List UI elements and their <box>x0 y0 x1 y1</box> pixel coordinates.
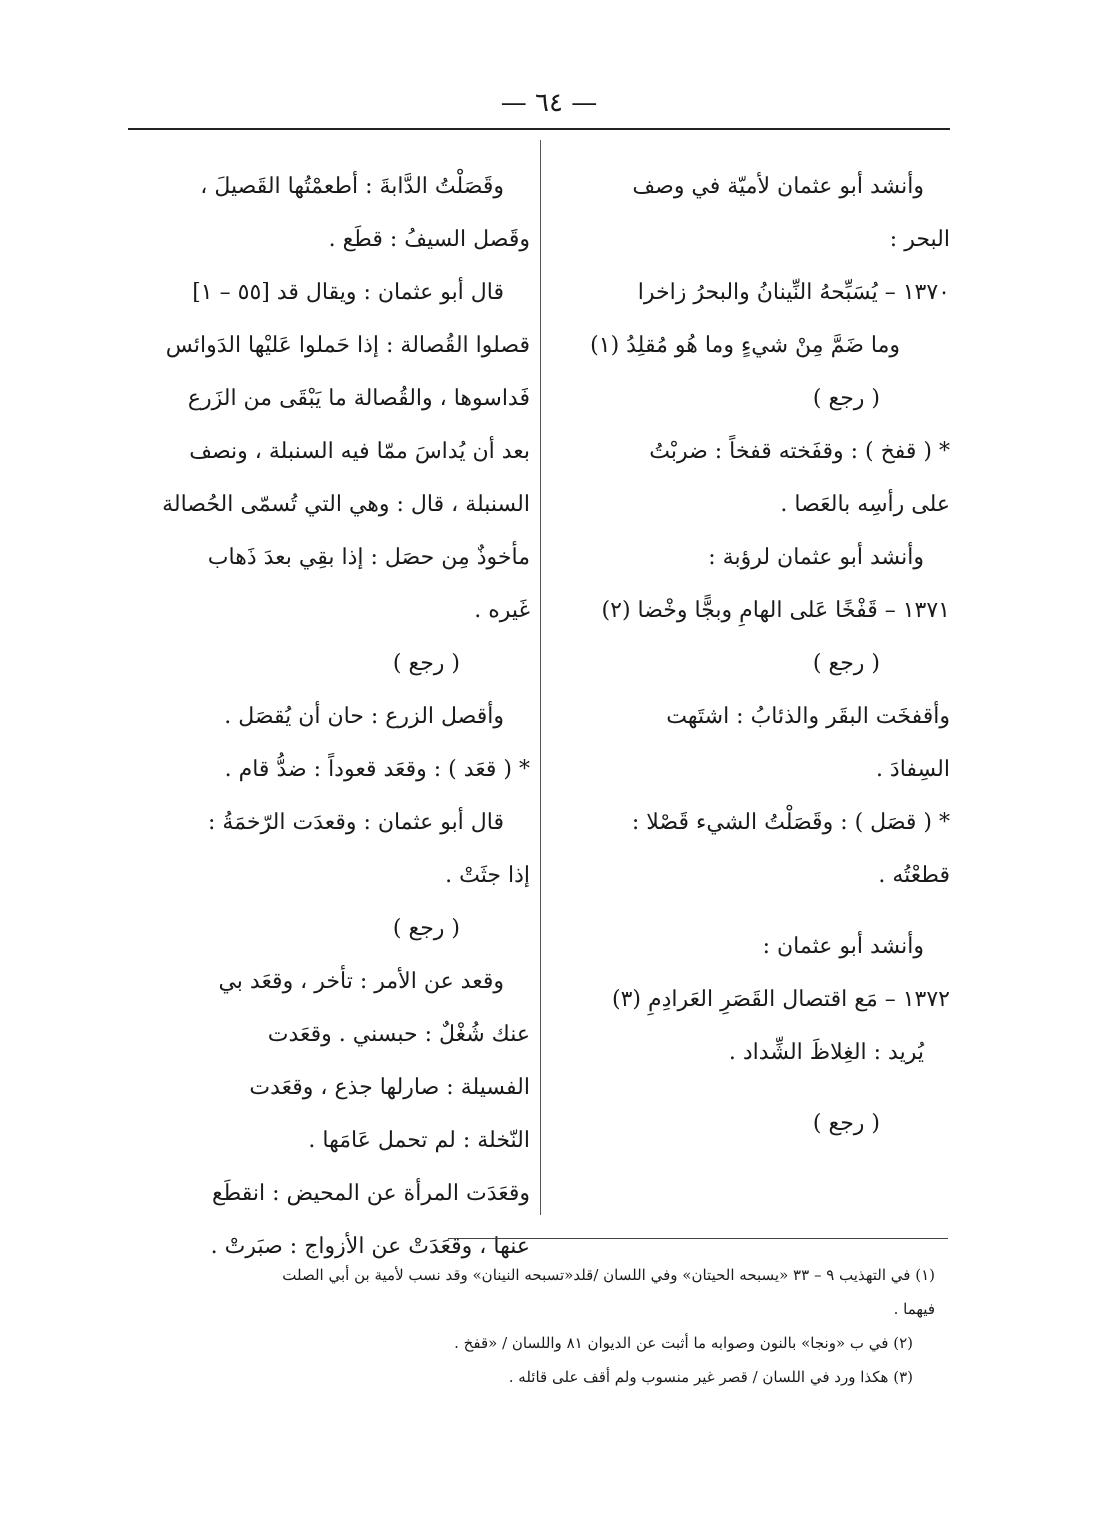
text-line: على رأسِه بالعَصا . <box>780 492 950 517</box>
verse-line: ١٣٧٠ – يُسَبِّحهُ النِّينانُ والبحرُ زاخرا <box>637 280 950 305</box>
entry-heading: * ( قعَد ) : وقعَد قعوداً : ضدُّ قام . <box>224 757 530 782</box>
footnote-1-continuation: فيهما . <box>893 1300 935 1318</box>
text-line: الفسيلة : صارلها جذع ، وقعَدت <box>249 1075 530 1100</box>
text-line: عنها ، وقعَدَتْ عن الأزواج : صبَرتْ . <box>210 1234 530 1259</box>
footnote-rule <box>448 1238 948 1239</box>
text-line: إذا جثَتْ . <box>445 863 530 888</box>
spacer <box>560 1079 950 1097</box>
left-column <box>130 160 530 1273</box>
footnote-2: (٢) في ب «ونجا» بالنون وصوابه ما أثبت عن الديوان ٨١ واللسان / «قفخ . <box>454 1334 913 1352</box>
right-column <box>560 160 950 1150</box>
verse-line: ١٣٧١ – قَفْخًا عَلى الهامِ وبجًّا وخْضا (٢) <box>601 598 950 623</box>
verse-line: وما ضَمَّ مِنْ شيءٍ وما هُو مُقلِدُ (١) <box>590 333 900 358</box>
footnote-1: (١) في التهذيب ٩ – ٣٣ «يسبحه الحيتان» وفي اللسان /قلد«تسبحه النينان» وقد نسب لأمية بن أبي الصلت <box>282 1266 935 1284</box>
verse-line: ١٣٧٢ – مَع اقتصال القَصَرِ العَرادِمِ (٣) <box>611 987 950 1012</box>
header-rule <box>128 128 950 130</box>
raja-marker: ( رجع ) <box>812 651 880 676</box>
entry-heading: * ( قصَل ) : وقَصَلْتُ الشيء قَصْلا : <box>631 810 950 835</box>
text-line: عنك شُغْلٌ : حبسني . وقعَدت <box>267 1022 530 1047</box>
text-line: مأخوذٌ مِن حصَل : إذا بقِي بعدَ ذَهاب <box>207 545 530 570</box>
footnotes <box>130 1258 935 1394</box>
text-line: السنبلة ، قال : وهي التي تُسمّى الحُصالة <box>162 492 530 517</box>
text-line: يُريد : الغِلاظَ الشِّداد . <box>728 1040 924 1065</box>
text-line: السِفادَ . <box>875 757 950 782</box>
text-line: غَيره . <box>474 598 530 623</box>
text-line: قصلوا القُصالة : إذا حَملوا عَليْها الدَوائس <box>165 333 530 358</box>
text-line: وأنشد أبو عثمان لأميّة في وصف <box>632 174 924 199</box>
page-number: — ٦٤ — <box>500 88 598 118</box>
raja-marker: ( رجع ) <box>812 386 880 411</box>
text-line: البحر : <box>889 227 950 252</box>
text-line: وأقصل الزرع : حان أن يُقصَل . <box>224 704 504 729</box>
text-line: فَداسوها ، والقُصالة ما يَبْقَى من الزَرع <box>187 386 530 411</box>
text-line: وقعَدَت المرأة عن المحيض : انقطَع <box>211 1181 530 1206</box>
text-line: وقعد عن الأمر : تأخر ، وقعَد بي <box>218 969 504 994</box>
spacer <box>560 902 950 920</box>
text-line: وقَصَلْتُ الدَّابةَ : أطعمْتُها القَصيلَ ، <box>200 174 504 199</box>
text-line: قال أبو عثمان : ويقال قد [٥٥ – ١] <box>192 280 504 305</box>
raja-marker: ( رجع ) <box>812 1111 880 1136</box>
text-line: وأقفخَت البقَر والذئابُ : اشتَهت <box>666 704 950 729</box>
raja-marker: ( رجع ) <box>392 916 460 941</box>
text-line: وأنشد أبو عثمان : <box>762 934 924 959</box>
text-line: وقَصل السيفُ : قطَع . <box>328 227 530 252</box>
text-line: وأنشد أبو عثمان لرؤبة : <box>708 545 924 570</box>
text-line: قطعْتُه . <box>878 863 950 888</box>
text-line: النّخلة : لم تحمل عَامَها . <box>308 1128 530 1153</box>
raja-marker: ( رجع ) <box>392 651 460 676</box>
text-line: قال أبو عثمان : وقعدَت الرّخمَةُ : <box>207 810 504 835</box>
footnote-3: (٣) هكذا ورد في اللسان / قصر غير منسوب ولم أقف على قائله . <box>508 1368 913 1386</box>
entry-heading: * ( قفخ ) : وقفَخته قفخاً : ضربْتُ <box>649 439 950 464</box>
text-line: بعد أن يُداسَ ممّا فيه السنبلة ، ونصف <box>189 439 530 464</box>
column-divider <box>540 140 541 1215</box>
